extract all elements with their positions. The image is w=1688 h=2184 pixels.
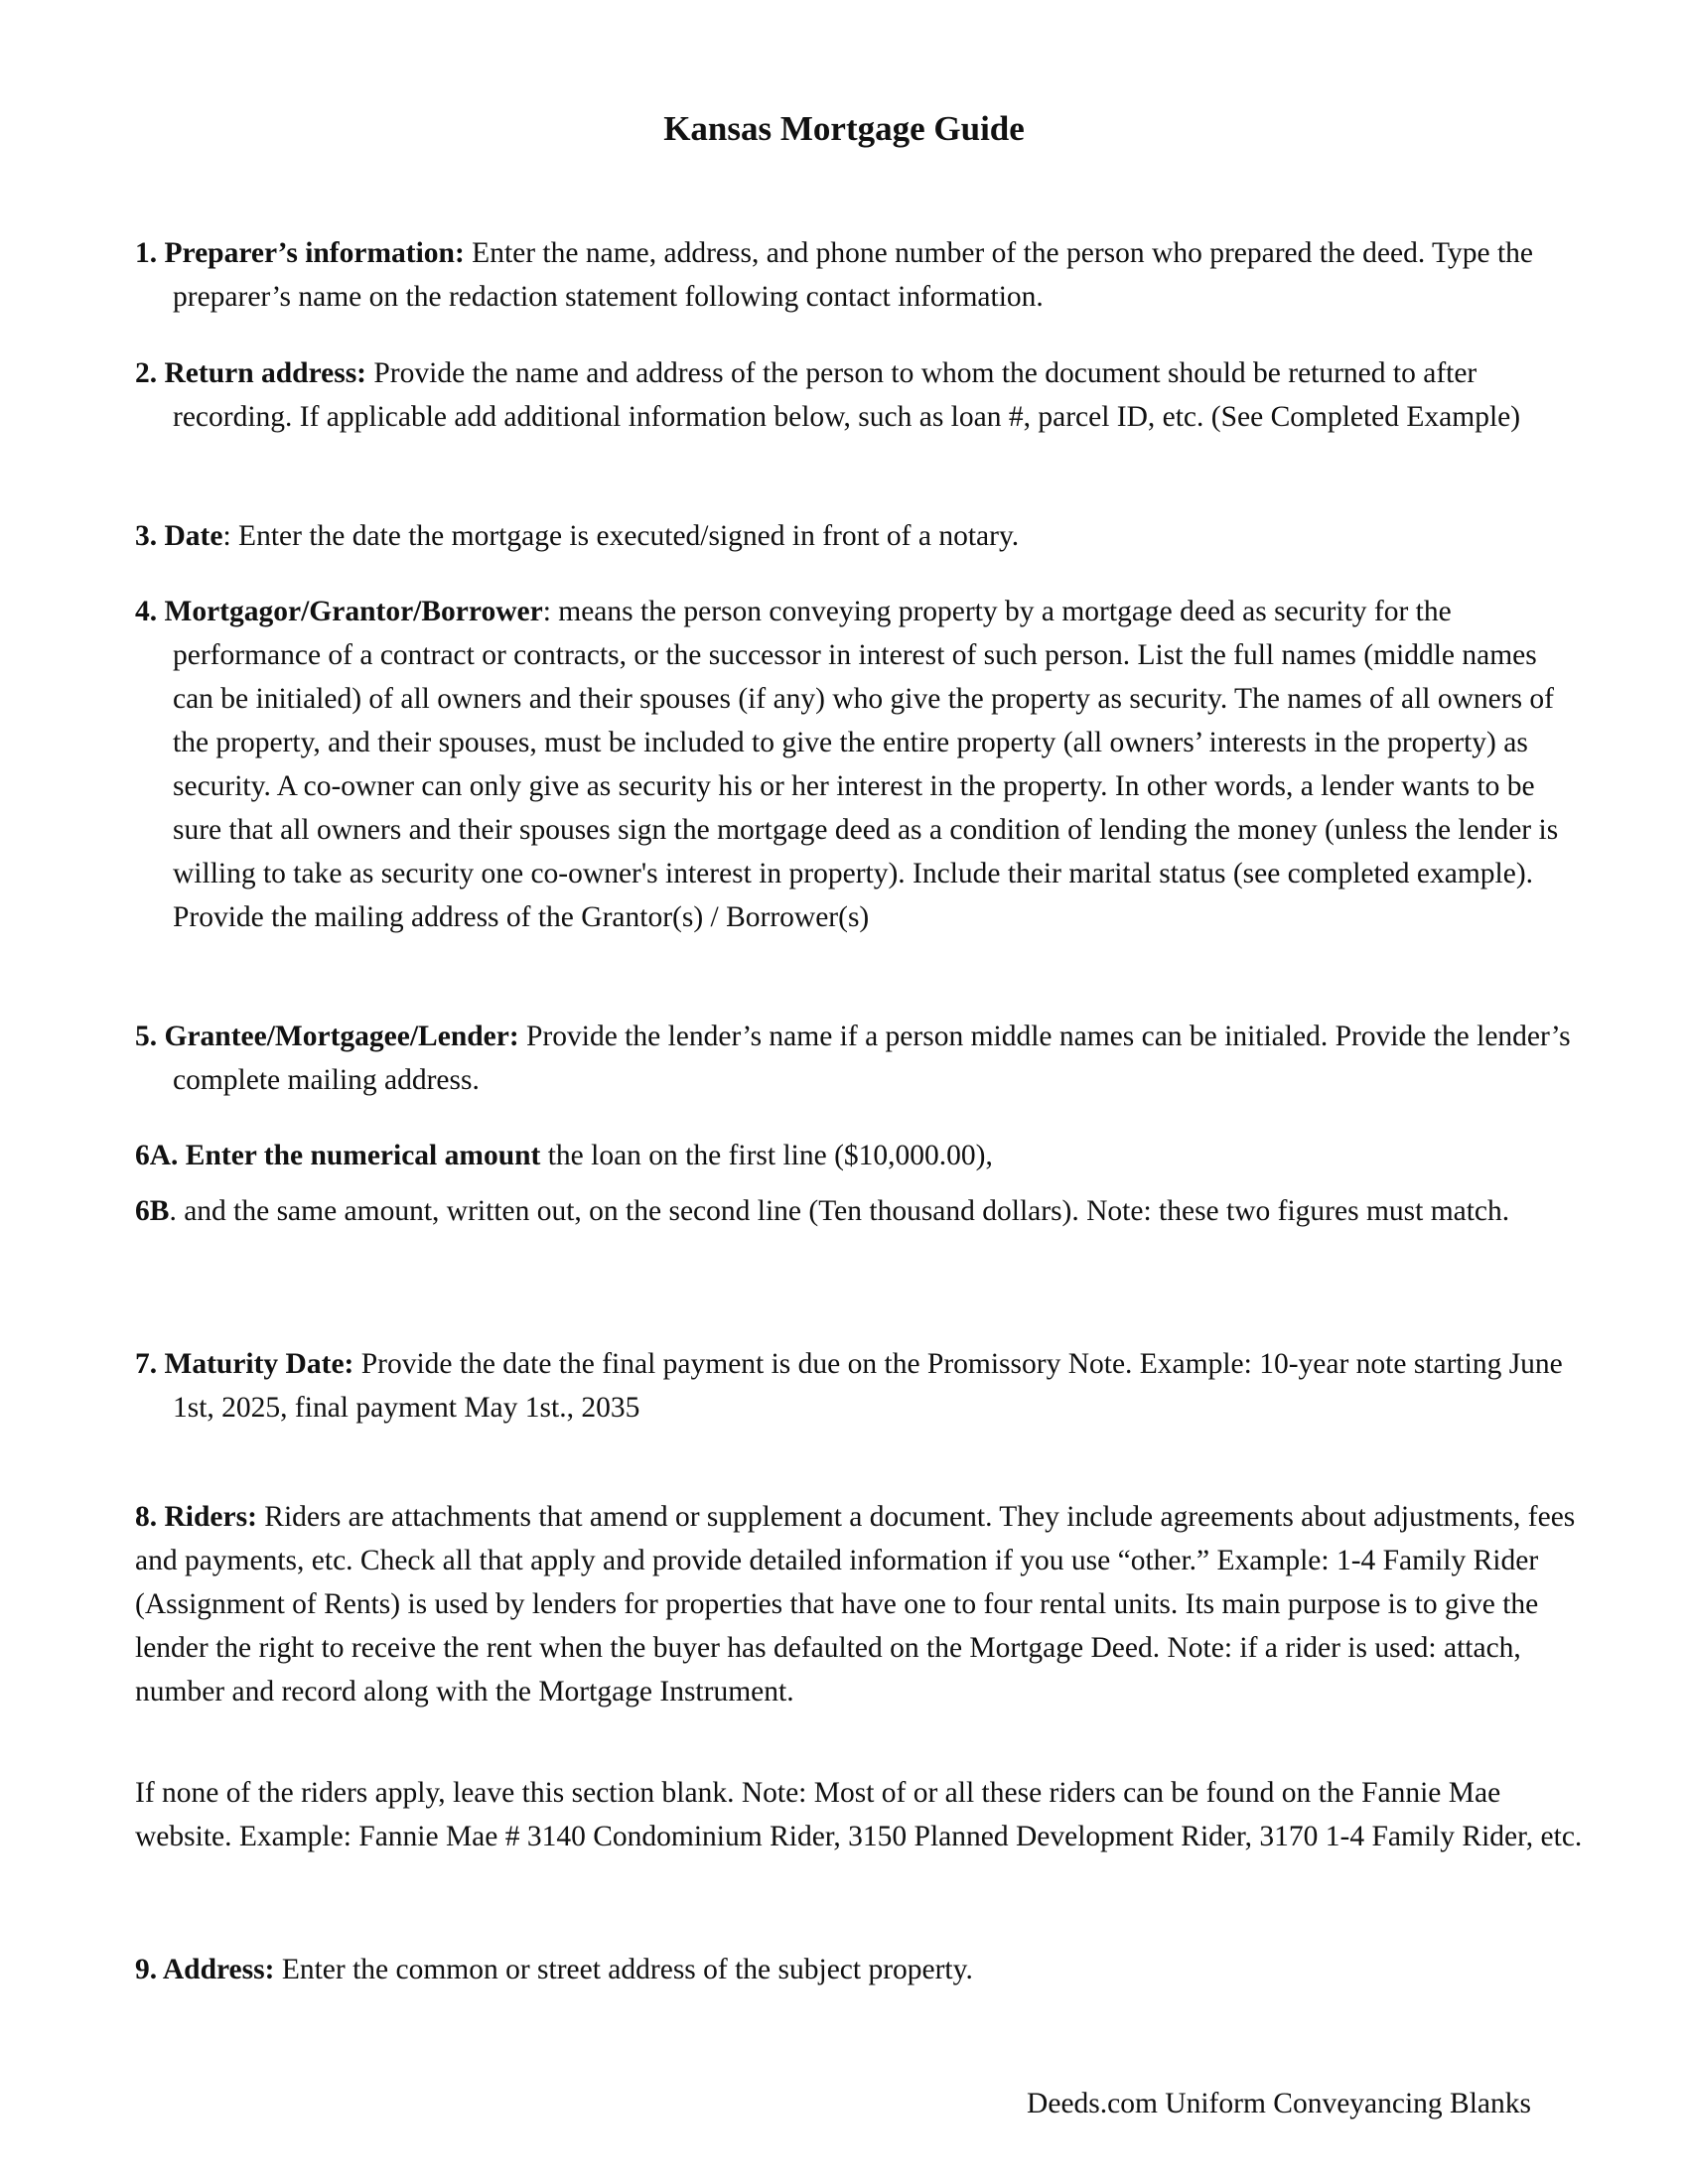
item-text: Enter the name, address, and phone number of the person who prepared the deed. Type the preparer’s name on the redaction statement following contact information. bbox=[173, 237, 1534, 313]
guide-item-mortgagor bbox=[135, 590, 1585, 939]
item-text: Provide the date the final payment is due on the Promissory Note. Example: 10-year note starting June 1st, 2025, final payment May 1st., 2035 bbox=[173, 1348, 1563, 1424]
item-label: 7. Maturity Date: bbox=[135, 1348, 354, 1380]
item-text: : Enter the date the mortgage is executed/signed in front of a notary. bbox=[222, 520, 1020, 552]
item-label: 5. Grantee/Mortgagee/Lender: bbox=[135, 1021, 519, 1052]
guide-item-return-address bbox=[135, 351, 1585, 439]
item-text: : means the person conveying property by a mortgage deed as security for the performance of a contract or contracts, or the successor in interest of such person. List the full names (middle names can be initialed) of all owners and their spouses (if any) who give the property as security. The names of all owners of the property, and their spouses, must be included to give the entire property (all owners’ interests in the property) as security. A co-owner can only give as security his or her interest in the property. In other words, a lender wants to be sure that all owners and their spouses sign the mortgage deed as a condition of lending the money (unless the lender is willing to take as security one co-owner's interest in property). Include their marital status (see completed example). Provide the mailing address of the Grantor(s) / Borrower(s) bbox=[173, 596, 1559, 933]
item-text: Riders are attachments that amend or supplement a document. They include agreements about adjustments, fees and payments, etc. Check all that apply and provide detailed information if you use “other.” Example: 1-4 Family Rider (Assignment of Rents) is used by lenders for properties that have one to four rental units. Its main purpose is to give the lender the right to receive the rent when the buyer has defaulted on the Mortgage Deed. Note: if a rider is used: attach, number and record along with the Mortgage Instrument. bbox=[135, 1501, 1576, 1707]
item-text: Provide the name and address of the person to whom the document should be returned to after recording. If applicable add additional information below, such as loan #, parcel ID, etc. (See Completed Example) bbox=[173, 357, 1521, 433]
item-text: the loan on the first line ($10,000.00), bbox=[540, 1140, 993, 1171]
item-label: 4. Mortgagor/Grantor/Borrower bbox=[135, 596, 543, 627]
item-text: If none of the riders apply, leave this section blank. Note: Most of or all these riders can be found on the Fannie Mae website. Example: Fannie Mae # 3140 Condominium Rider, 3150 Planned Development Rider, 3170 1-4 Family Rider, etc. bbox=[135, 1777, 1583, 1852]
guide-item-6b bbox=[135, 1189, 1585, 1233]
guide-item-preparer bbox=[135, 231, 1585, 319]
item-label: 1. Preparer’s information: bbox=[135, 237, 465, 269]
guide-item-date bbox=[135, 514, 1585, 558]
guide-item-riders-note bbox=[135, 1771, 1585, 1858]
item-label: 6B bbox=[135, 1195, 170, 1227]
page-footer: Deeds.com Uniform Conveyancing Blanks bbox=[1027, 2088, 1531, 2119]
guide-item-riders bbox=[135, 1495, 1585, 1713]
item-text: Provide the lender’s name if a person middle names can be initialed. Provide the lender’s complete mailing address. bbox=[173, 1021, 1571, 1096]
item-label: 3. Date bbox=[135, 520, 223, 552]
guide-item-6a bbox=[135, 1134, 1585, 1177]
guide-item-grantee bbox=[135, 1015, 1585, 1102]
item-label: 9. Address: bbox=[135, 1954, 275, 1985]
guide-item-address bbox=[135, 1948, 1585, 1991]
guide-item-maturity-date bbox=[135, 1342, 1585, 1430]
item-text: . and the same amount, written out, on the second line (Ten thousand dollars). Note: these two figures must match. bbox=[169, 1195, 1510, 1227]
item-label: 2. Return address: bbox=[135, 357, 367, 389]
item-label: 6A. Enter the numerical amount bbox=[135, 1140, 541, 1171]
page-title: Kansas Mortgage Guide bbox=[663, 109, 1025, 148]
item-label: 8. Riders: bbox=[135, 1501, 257, 1533]
item-text: Enter the common or street address of the subject property. bbox=[274, 1954, 973, 1985]
